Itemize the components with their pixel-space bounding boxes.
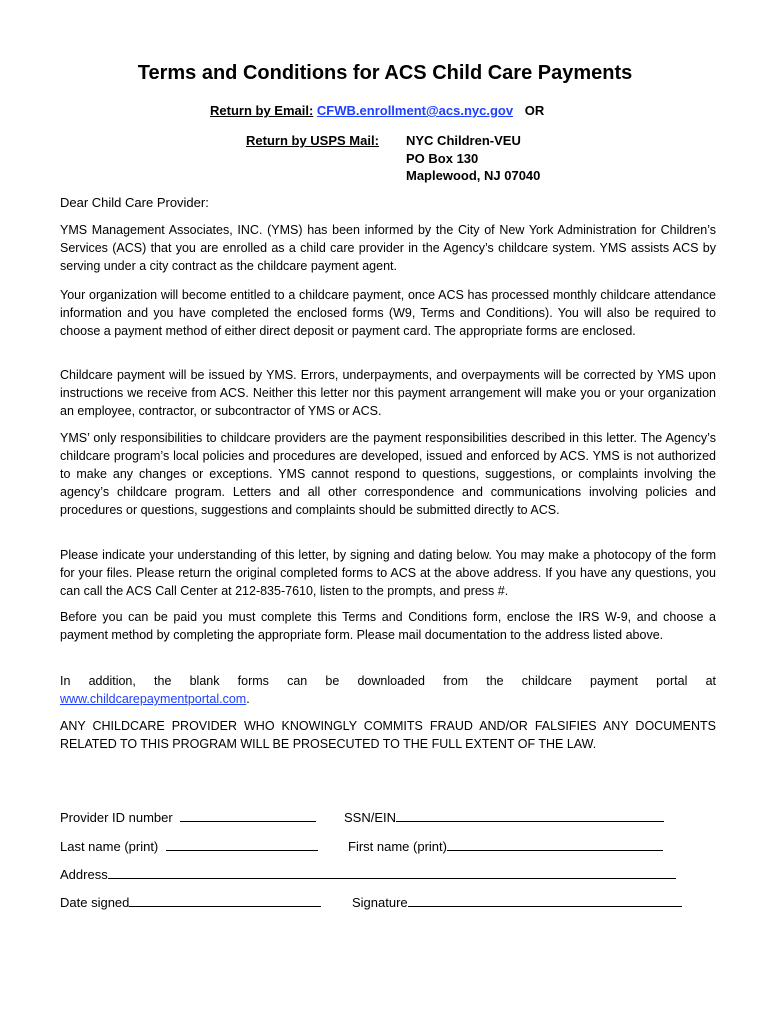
salutation: Dear Child Care Provider: xyxy=(60,195,209,210)
download-end: . xyxy=(246,692,250,706)
signature-label: Signature xyxy=(352,895,408,910)
last-name-field[interactable] xyxy=(60,837,318,854)
first-name-label: First name (print) xyxy=(348,839,447,854)
provider-id-field[interactable] xyxy=(60,808,316,825)
page-title: Terms and Conditions for ACS Child Care Payments xyxy=(137,62,633,84)
return-or-text: OR xyxy=(524,103,545,118)
address-field[interactable] xyxy=(60,865,676,882)
address-label: Address xyxy=(60,867,108,882)
return-email-line xyxy=(210,103,544,118)
return-email-label: Return by Email: xyxy=(210,103,314,118)
ssn-ein-label: SSN/EIN xyxy=(344,810,397,825)
mail-address-line-3: Maplewood, NJ 07040 xyxy=(406,168,541,183)
portal-link[interactable]: www.childcarepaymentportal.com xyxy=(60,692,247,706)
signature-field[interactable] xyxy=(352,893,682,910)
date-signed-label: Date signed xyxy=(60,895,130,910)
paragraph-download xyxy=(60,672,716,708)
last-name-label: Last name (print) xyxy=(60,839,159,854)
paragraph-responsibilities: YMS’ only responsibilities to childcare providers are the payment responsibilities described in this letter. The Agency’s childcare program’s local policies and procedures are developed, issued and enforced by ACS. YMS is not authorized to make any changes or exceptions. YMS cannot respond to questions, suggestions, or complaints involving the agency’s childcare program. Letters and all other correspondence and communications involving policies and procedures or questions, suggestions and complaints should be submitted directly to ACS. xyxy=(60,431,716,517)
download-text: In addition, the blank forms can be downloaded from the childcare payment portal at xyxy=(60,674,716,688)
signature-blank[interactable] xyxy=(408,893,682,907)
return-mail-label: Return by USPS Mail: xyxy=(246,133,379,148)
ssn-ein-blank[interactable] xyxy=(396,808,664,822)
return-email-link[interactable]: CFWB.enrollment@acs.nyc.gov xyxy=(316,103,514,118)
paragraph-sign-instructions: Please indicate your understanding of this letter, by signing and dating below. You may make a photocopy of the form for your files. Please return the original completed forms to ACS at the above address. If you have any questions, you can call the ACS Call Center at 212-835-7610, listen to the prompts, and press #. xyxy=(60,548,716,598)
address-blank[interactable] xyxy=(108,865,676,879)
mail-address-line-2: PO Box 130 xyxy=(406,151,479,166)
first-name-field[interactable] xyxy=(348,837,663,854)
fraud-warning: ANY CHILDCARE PROVIDER WHO KNOWINGLY COMMITS FRAUD AND/OR FALSIFIES ANY DOCUMENTS RELATED TO THIS PROGRAM WILL BE PROSECUTED TO THE FULL EXTENT OF THE LAW. xyxy=(60,719,716,751)
mail-address-line-1: NYC Children-VEU xyxy=(406,133,521,148)
paragraph-intro: YMS Management Associates, INC. (YMS) has been informed by the City of New York Administration for Children’s Services (ACS) that you are enrolled as a child care provider in the Agency’s childcare system. YMS assists ACS by serving under a city contract as the childcare payment agent. xyxy=(60,223,716,273)
date-signed-field[interactable] xyxy=(60,893,321,910)
paragraph-before-paid: Before you can be paid you must complete this Terms and Conditions form, enclose the IRS W-9, and choose a payment method by completing the appropriate form. Please mail documentation to the address listed above. xyxy=(60,610,716,642)
paragraph-payment: Childcare payment will be issued by YMS. Errors, underpayments, and overpayments will be corrected by YMS upon instructions we receive from ACS. Neither this letter nor this payment arrangement will make you or your organization an employee, contractor, or subcontractor of YMS or ACS. xyxy=(60,368,716,418)
date-signed-blank[interactable] xyxy=(129,893,321,907)
paragraph-entitlement: Your organization will become entitled to a childcare payment, once ACS has processed monthly childcare attendance information and you have completed the enclosed forms (W9, Terms and Conditions). You will also be required to choose a payment method of either direct deposit or payment card. The appropriate forms are enclosed. xyxy=(60,288,716,338)
provider-id-label: Provider ID number xyxy=(60,810,173,825)
provider-id-blank[interactable] xyxy=(180,808,316,822)
last-name-blank[interactable] xyxy=(166,837,318,851)
first-name-blank[interactable] xyxy=(447,837,663,851)
ssn-ein-field[interactable] xyxy=(344,808,664,825)
